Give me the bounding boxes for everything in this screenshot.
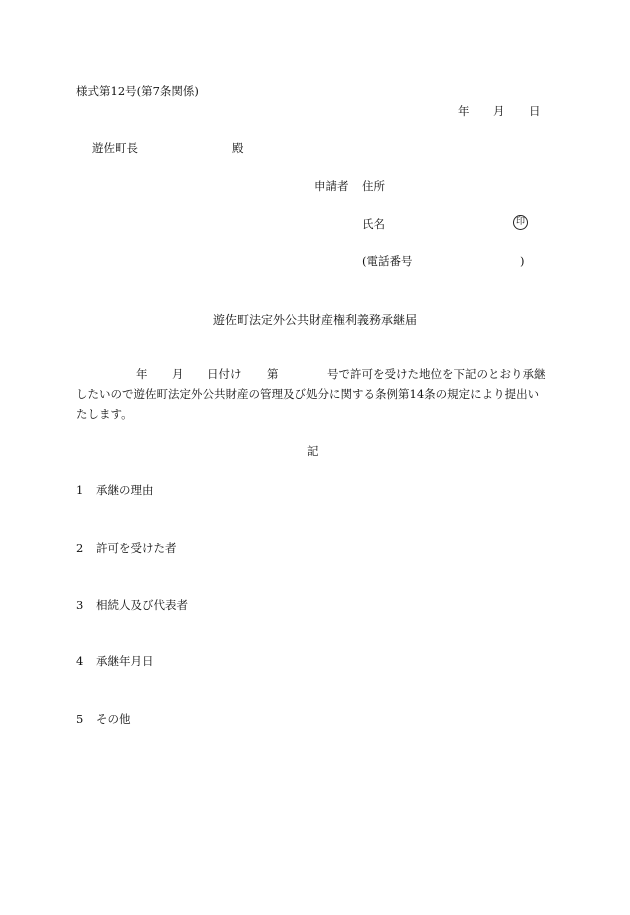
list-item <box>76 600 188 612</box>
address-label: 住所 <box>362 179 385 193</box>
addressee-honorific: 殿 <box>232 141 244 155</box>
body-number-prefix: 第 <box>267 367 279 381</box>
body-line-2: したいので遊佐町法定外公共財産の管理及び処分に関する条例第14条の規定により提出い <box>76 387 540 401</box>
item-number: 4 <box>76 654 84 668</box>
item-label: 承継年月日 <box>96 654 154 668</box>
phone-label: (電話番号 <box>362 254 413 268</box>
date-year-label: 年 <box>458 104 470 118</box>
date-month-label: 月 <box>493 104 505 118</box>
list-item <box>76 543 177 555</box>
seal-mark: 印 <box>513 215 528 230</box>
addressee-name: 遊佐町長 <box>92 141 138 155</box>
body-line-3: たします。 <box>76 407 133 421</box>
body-dated-label: 日付け <box>207 367 242 381</box>
item-number: 3 <box>76 598 84 612</box>
item-label: 承継の理由 <box>96 483 154 497</box>
document-title: 遊佐町法定外公共財産権利義務承継届 <box>213 313 418 327</box>
ki-heading: 記 <box>307 444 319 458</box>
list-item <box>76 485 154 497</box>
item-number: 5 <box>76 712 84 726</box>
applicant-label: 申請者 <box>314 179 349 193</box>
item-label: その他 <box>96 712 131 726</box>
body-month-label: 月 <box>172 367 184 381</box>
list-item <box>76 714 131 726</box>
body-year-label: 年 <box>136 367 148 381</box>
list-item <box>76 656 154 668</box>
item-label: 相続人及び代表者 <box>96 598 188 612</box>
item-number: 2 <box>76 541 84 555</box>
form-number-label: 様式第12号(第7条関係) <box>76 84 199 98</box>
item-number: 1 <box>76 483 84 497</box>
item-label: 許可を受けた者 <box>96 541 177 555</box>
phone-close-paren: ) <box>520 254 525 268</box>
name-label: 氏名 <box>362 217 385 231</box>
body-line-1: 号で許可を受けた地位を下記のとおり承継 <box>327 367 546 381</box>
date-day-label: 日 <box>529 104 541 118</box>
